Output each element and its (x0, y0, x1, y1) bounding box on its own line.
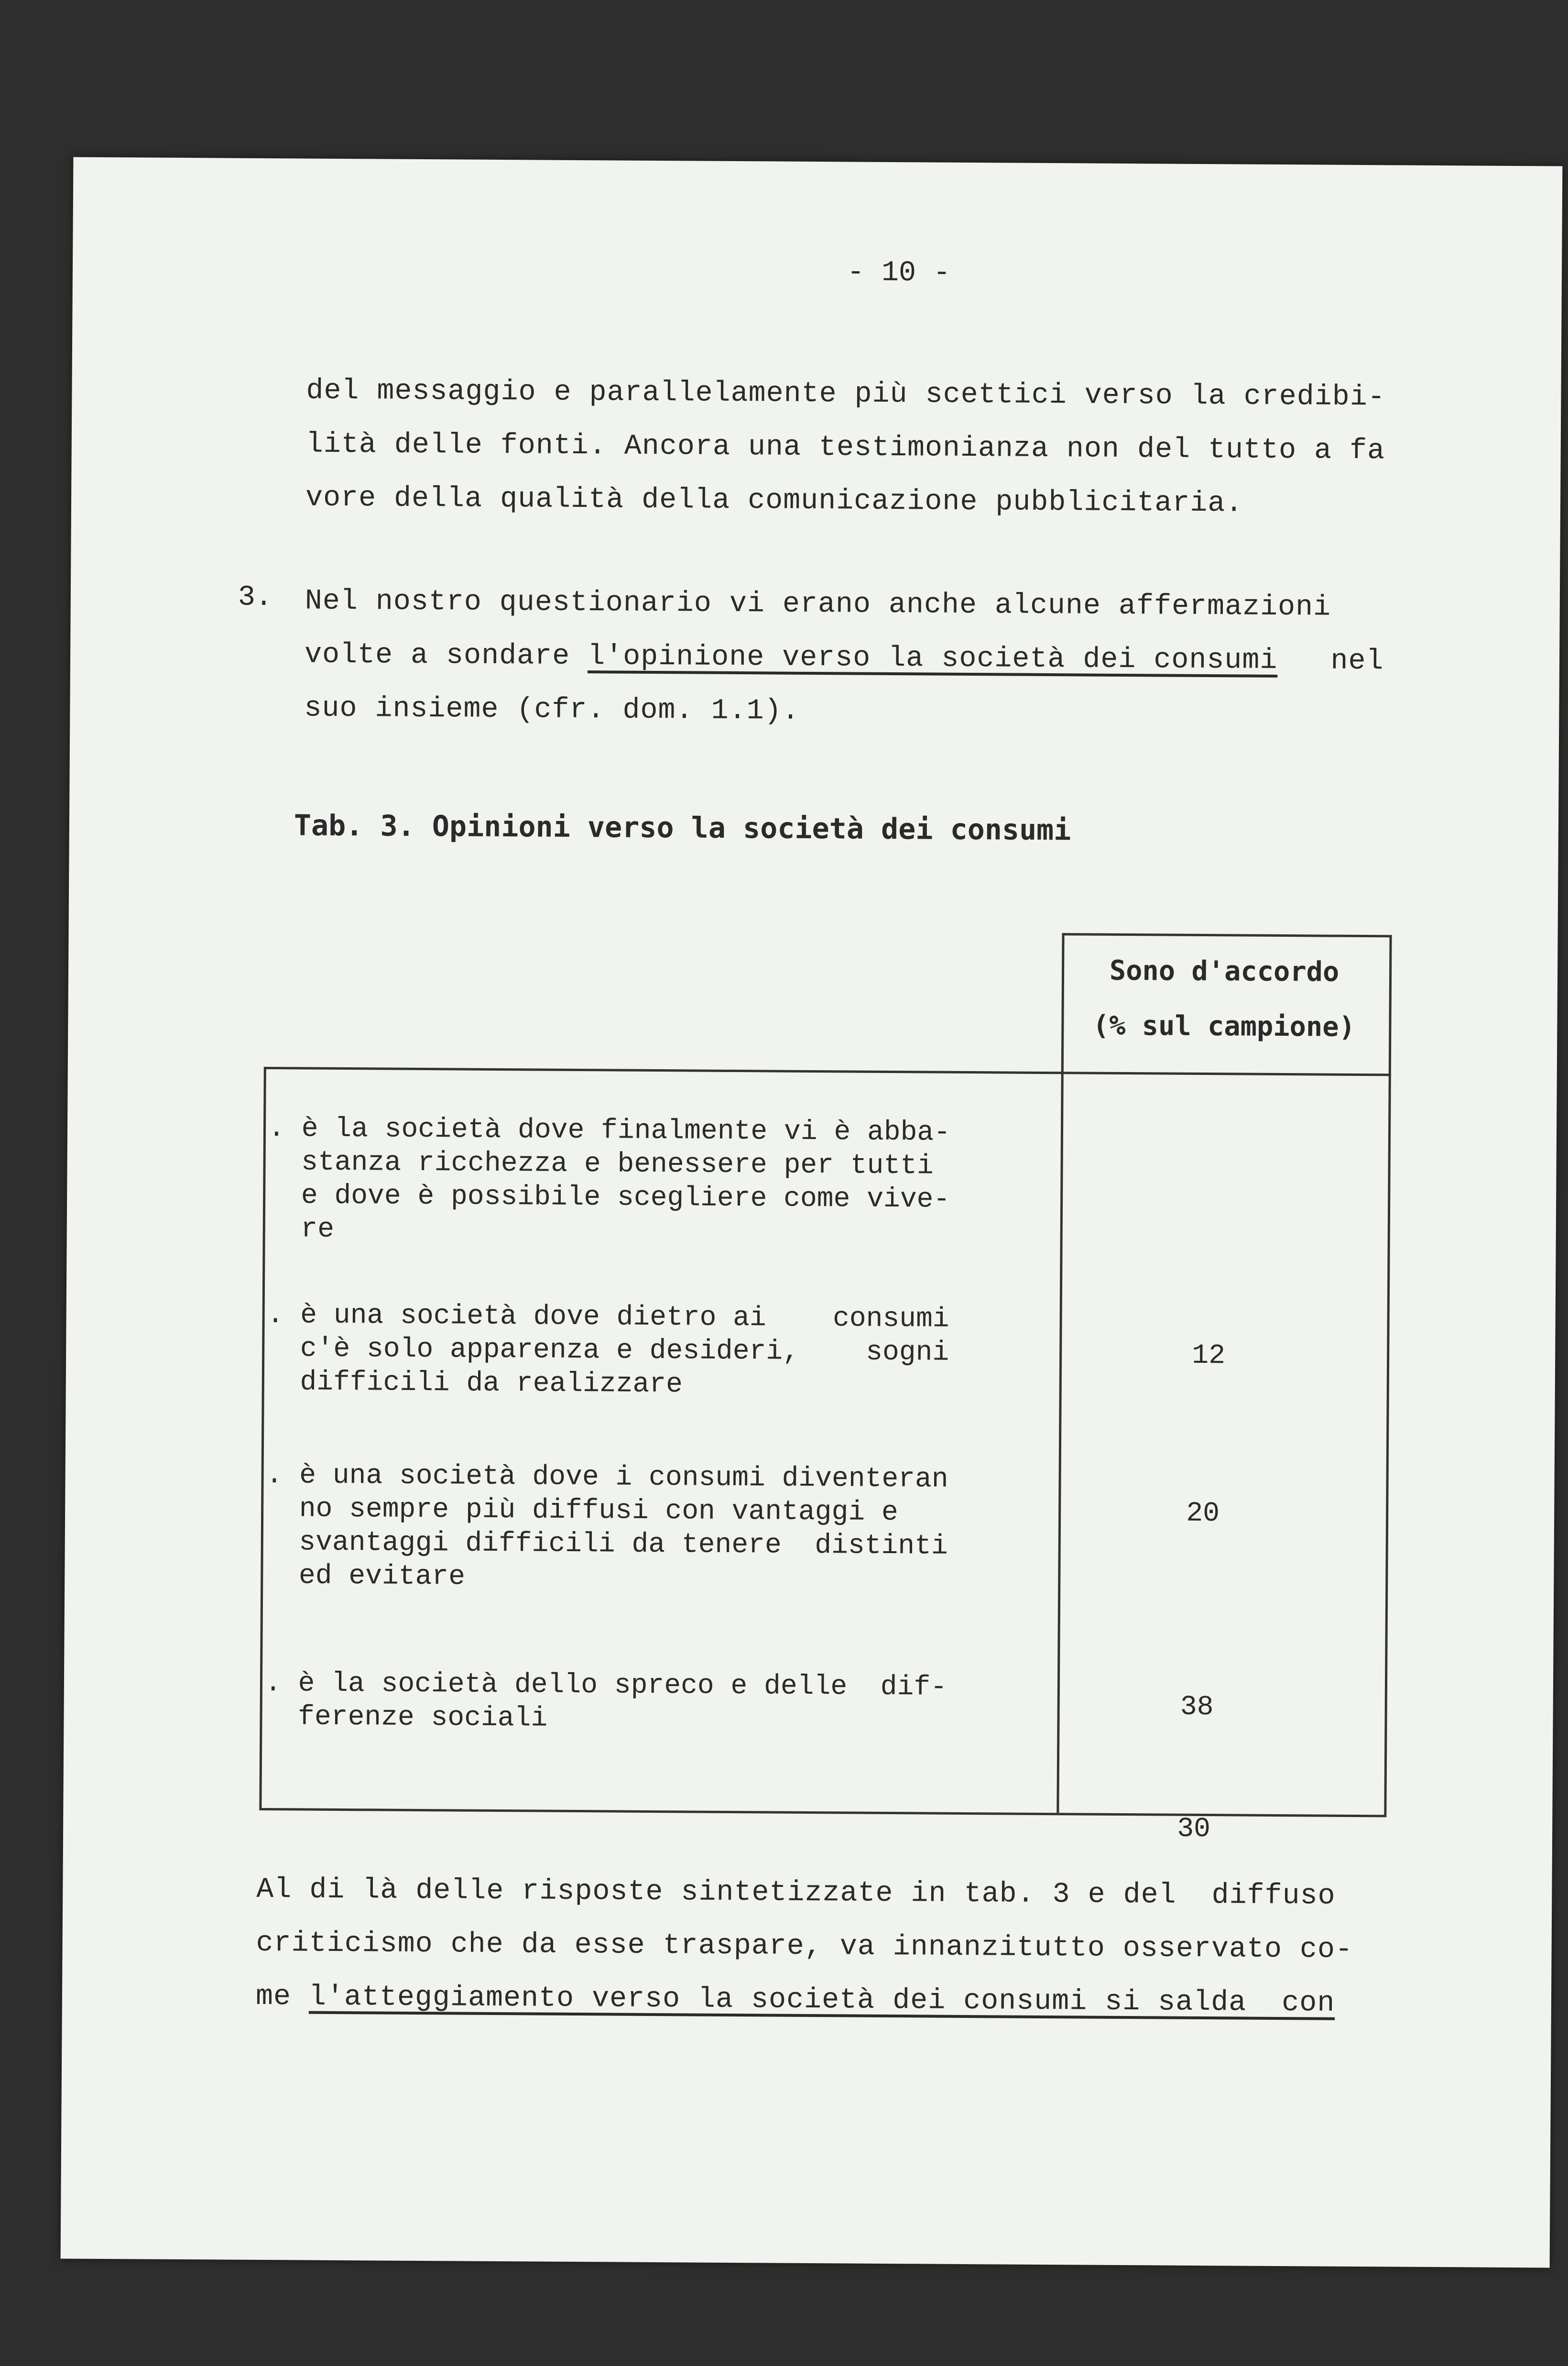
intro-line: lità delle fonti. Ancora una testimonianza non del tutto a fa (305, 428, 1385, 468)
table-caption: Tab. 3. Opinioni verso la società dei consumi (294, 809, 1071, 847)
table-row-text: . è una società dove dietro ai consumi c'è solo apparenza e desideri, sogni difficili da realizzare (266, 1300, 949, 1401)
page-number: - 10 - (847, 256, 951, 290)
closing-paragraph (256, 1863, 1353, 2030)
paper-sheet (61, 157, 1563, 2268)
table-row-value: 20 (1186, 1498, 1220, 1530)
table-row-value: 12 (1192, 1340, 1226, 1372)
section-number: 3. (238, 581, 273, 614)
table-header-line: Sono d'accordo (1109, 954, 1339, 988)
section-line-suffix: nel (1277, 644, 1384, 678)
intro-line: del messaggio e parallelamente più scettici verso la credibi- (306, 374, 1385, 414)
closing-line-prefix: me (255, 1980, 309, 2014)
intro-line: vore della qualità della comunicazione pubblicitaria. (305, 482, 1243, 520)
underlined-phrase: l'opinione verso la società dei consumi (587, 640, 1278, 677)
section-paragraph (304, 575, 1384, 742)
closing-line: criticismo che da esse traspare, va innanzitutto osservato co- (256, 1927, 1353, 1966)
closing-line: Al di là delle risposte sintetizzate in tab. 3 e del diffuso (256, 1873, 1336, 1913)
section-line-prefix: volte a sondare (304, 638, 588, 673)
table-row-text: . è una società dove i consumi diventeran no sempre più diffusi con vantaggi e svantaggi difficili da tenere distinti ed evitare (265, 1460, 948, 1593)
section-line (305, 628, 1384, 689)
table-row-value: 38 (1180, 1691, 1214, 1723)
section-line: Nel nostro questionario vi erano anche alcune affermazioni (305, 585, 1331, 624)
table-row-text: . è la società dello spreco e delle dif- ferenze sociali (264, 1668, 947, 1734)
underlined-phrase: l'atteggiamento verso la società dei consumi si salda con (308, 1981, 1335, 2020)
closing-line (256, 1970, 1353, 2030)
table-header-line: (% sul campione) (1092, 1009, 1356, 1043)
table-row-text: . è la società dove finalmente vi è abba- stanza ricchezza e benessere per tutti e dove è possibile scegliere come vive- re (267, 1113, 951, 1245)
intro-paragraph (305, 364, 1385, 532)
section-line: suo insieme (cfr. dom. 1.1). (304, 692, 800, 728)
table-row-value: 30 (1177, 1813, 1211, 1845)
